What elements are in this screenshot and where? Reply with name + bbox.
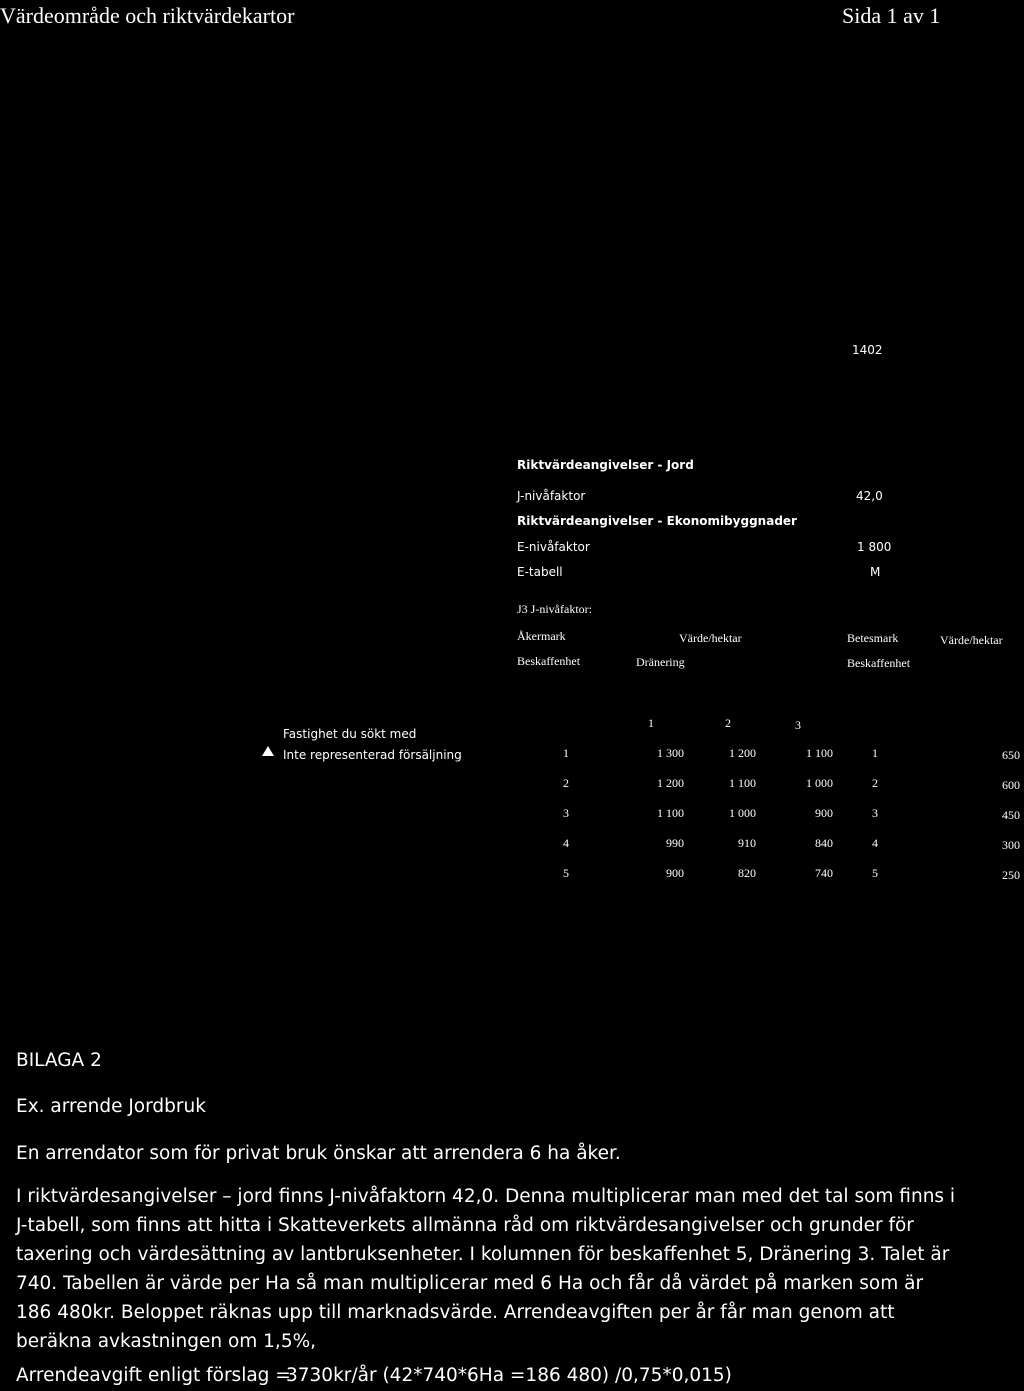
legend-searched-property: Fastighet du sökt med bbox=[283, 727, 417, 741]
row-value-drain-3: 900 bbox=[815, 806, 833, 820]
row-value-drain-3: 740 bbox=[815, 866, 833, 880]
row-betes-value: 250 bbox=[1002, 868, 1020, 882]
area-code: 1402 bbox=[852, 343, 883, 357]
row-betes-beskaffenhet: 1 bbox=[872, 746, 878, 760]
fee-value: 3730kr/år (42*740*6Ha =186 480) /0,75*0,015) bbox=[286, 1365, 732, 1386]
row-betes-value: 300 bbox=[1002, 838, 1020, 852]
row-beskaffenhet: 2 bbox=[563, 776, 569, 790]
row-betes-value: 650 bbox=[1002, 748, 1020, 762]
betesmark-value-header: Värde/hektar bbox=[940, 633, 1003, 647]
triangle-icon bbox=[262, 746, 274, 756]
row-betes-beskaffenhet: 5 bbox=[872, 866, 878, 880]
e-table-label: E-tabell bbox=[517, 565, 563, 579]
legend-not-represented: Inte representerad försäljning bbox=[283, 748, 462, 762]
j-factor-value: 42,0 bbox=[856, 489, 883, 503]
row-value-drain-2: 1 000 bbox=[729, 806, 756, 820]
row-beskaffenhet: 4 bbox=[563, 836, 569, 850]
betesmark-label: Betesmark bbox=[847, 631, 899, 645]
table-title: J3 J-nivåfaktor: bbox=[517, 602, 592, 616]
bilaga-heading: BILAGA 2 bbox=[16, 1050, 102, 1071]
paragraph-line: beräkna avkastningen om 1,5%, bbox=[16, 1331, 317, 1352]
drain-col-2: 2 bbox=[725, 716, 731, 730]
eko-heading: Riktvärdeangivelser - Ekonomibyggnader bbox=[517, 514, 797, 528]
paragraph-line: 740. Tabellen är värde per Ha så man multiplicerar med 6 Ha och får då värdet på marken som är bbox=[16, 1273, 924, 1294]
page-number: Sida 1 av 1 bbox=[842, 3, 941, 28]
drain-col-3: 3 bbox=[795, 718, 801, 732]
akermark-value-header: Värde/hektar bbox=[679, 631, 742, 645]
row-betes-value: 450 bbox=[1002, 808, 1020, 822]
row-value-drain-1: 1 100 bbox=[657, 806, 684, 820]
intro-sentence: En arrendator som för privat bruk önskar att arrendera 6 ha åker. bbox=[16, 1143, 621, 1164]
row-value-drain-2: 1 100 bbox=[729, 776, 756, 790]
example-title: Ex. arrende Jordbruk bbox=[16, 1096, 206, 1117]
e-factor-label: E-nivåfaktor bbox=[517, 540, 590, 554]
row-betes-value: 600 bbox=[1002, 778, 1020, 792]
drain-col-1: 1 bbox=[648, 716, 654, 730]
paragraph-line: I riktvärdesangivelser – jord finns J-nivåfaktorn 42,0. Denna multiplicerar man med det tal som finns i bbox=[16, 1186, 956, 1207]
row-value-drain-1: 1 200 bbox=[657, 776, 684, 790]
paragraph-line: taxering och värdesättning av lantbruksenheter. I kolumnen för beskaffenhet 5, Dränering 3. Talet är bbox=[16, 1244, 950, 1265]
dranering-header: Dränering bbox=[636, 655, 685, 669]
row-value-drain-1: 990 bbox=[666, 836, 684, 850]
row-value-drain-2: 910 bbox=[738, 836, 756, 850]
akermark-label: Åkermark bbox=[517, 629, 566, 643]
row-value-drain-2: 820 bbox=[738, 866, 756, 880]
row-value-drain-3: 1 100 bbox=[806, 746, 833, 760]
jord-heading: Riktvärdeangivelser - Jord bbox=[517, 458, 694, 472]
beskaffenhet-header-1: Beskaffenhet bbox=[517, 654, 581, 668]
row-betes-beskaffenhet: 2 bbox=[872, 776, 878, 790]
row-beskaffenhet: 1 bbox=[563, 746, 569, 760]
fee-label: Arrendeavgift enligt förslag = bbox=[16, 1365, 291, 1386]
document-title: Värdeområde och riktvärdekartor bbox=[0, 3, 295, 28]
row-beskaffenhet: 3 bbox=[563, 806, 569, 820]
row-value-drain-1: 900 bbox=[666, 866, 684, 880]
row-betes-beskaffenhet: 4 bbox=[872, 836, 878, 850]
row-value-drain-3: 840 bbox=[815, 836, 833, 850]
row-betes-beskaffenhet: 3 bbox=[872, 806, 878, 820]
row-value-drain-3: 1 000 bbox=[806, 776, 833, 790]
e-factor-value: 1 800 bbox=[857, 540, 892, 554]
j-factor-label: J-nivåfaktor bbox=[517, 489, 586, 503]
row-beskaffenhet: 5 bbox=[563, 866, 569, 880]
beskaffenhet-header-2: Beskaffenhet bbox=[847, 656, 911, 670]
row-value-drain-2: 1 200 bbox=[729, 746, 756, 760]
e-table-value: M bbox=[870, 565, 881, 579]
row-value-drain-1: 1 300 bbox=[657, 746, 684, 760]
paragraph-line: 186 480kr. Beloppet räknas upp till marknadsvärde. Arrendeavgiften per år får man genom att bbox=[16, 1302, 895, 1323]
paragraph-line: J-tabell, som finns att hitta i Skatteverkets allmänna råd om riktvärdesangivelser och grunder för bbox=[16, 1215, 914, 1236]
